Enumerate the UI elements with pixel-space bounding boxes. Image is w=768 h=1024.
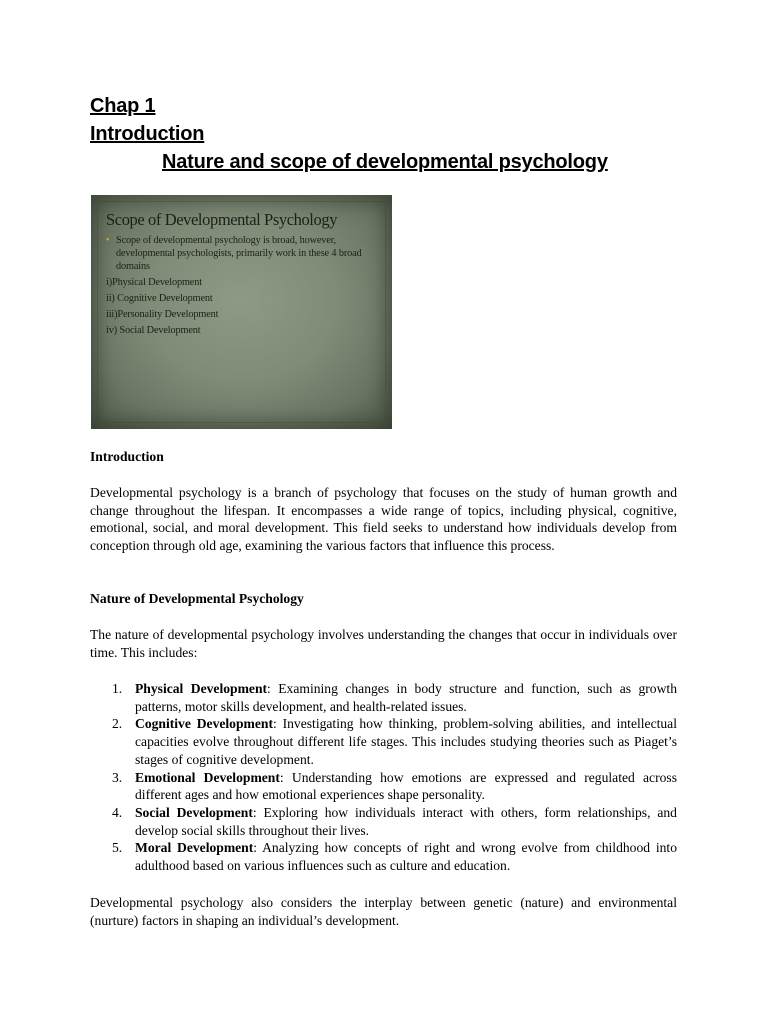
subheading: Nature and scope of developmental psychology — [162, 151, 608, 173]
list-number: 4. — [112, 804, 123, 820]
list-item-term: Moral Development — [135, 840, 254, 856]
list-number: 1. — [112, 681, 123, 696]
slide-item-social: iv) Social Development — [106, 325, 201, 336]
list-item-text: : Analyzing how concepts of right and wrong evolve from childhood into adulthood based on various influences such as culture and education. — [135, 840, 677, 874]
list-item — [90, 769, 677, 804]
development-list — [90, 680, 677, 875]
nature-section-heading: Nature of Developmental Psychology — [90, 591, 304, 606]
introduction-heading: Introduction — [90, 123, 205, 145]
list-item — [90, 715, 677, 768]
slide-item-physical: i)Physical Development — [106, 277, 202, 288]
list-item-text: : Investigating how thinking, problem-solving abilities, and intellectual capacities evolve throughout different life stages. This includes studying theories such as Piaget’s stages of cognitive development. — [135, 716, 677, 767]
list-item-term: Cognitive Development — [135, 716, 273, 732]
list-item-term: Social Development — [135, 804, 253, 820]
bullet-dot-icon: • — [106, 235, 110, 246]
slide-bullet-text: Scope of developmental psychology is broad, however, developmental psychologists, primarily work in these 4 broad domains — [116, 235, 362, 272]
list-number: 2. — [112, 716, 123, 732]
slide-item-cognitive: ii) Cognitive Development — [106, 293, 213, 304]
intro-section-heading: Introduction — [90, 449, 164, 464]
list-item-text: : Exploring how individuals interact with others, form relationships, and develop social skills throughout their lives. — [135, 804, 677, 838]
slide-image — [91, 195, 392, 429]
list-item — [90, 804, 677, 839]
intro-paragraph: Developmental psychology is a branch of psychology that focuses on the study of human growth and change throughout the lifespan. It encompasses a wide range of topics, including physical, cognitive, emotional, social, and moral development. This field seeks to understand how individuals develop from conception through old age, examining the various factors that influence this process. — [90, 485, 677, 554]
closing-paragraph: Developmental psychology also considers the interplay between genetic (nature) and environmental (nurture) factors in shaping an individual’s development. — [90, 895, 677, 928]
list-item-term: Emotional Development — [135, 769, 280, 785]
list-number: 5. — [112, 840, 123, 856]
list-item-text: : Examining changes in body structure and function, such as growth patterns, motor skills development, and health-related issues. — [135, 681, 677, 714]
list-item — [90, 680, 677, 715]
slide-title: Scope of Developmental Psychology — [106, 210, 338, 229]
list-item — [90, 839, 677, 874]
list-item-term: Physical Development — [135, 681, 268, 696]
slide-item-personality: iii)Personality Development — [106, 309, 219, 320]
chapter-heading: Chap 1 — [90, 95, 156, 117]
nature-paragraph: The nature of developmental psychology involves understanding the changes that occur in individuals over time. This includes: — [90, 627, 677, 660]
list-item-text: : Understanding how emotions are expressed and regulated across different ages and how emotional experiences shape personality. — [135, 769, 677, 803]
slide-bullet — [106, 235, 386, 273]
list-number: 3. — [112, 769, 123, 785]
